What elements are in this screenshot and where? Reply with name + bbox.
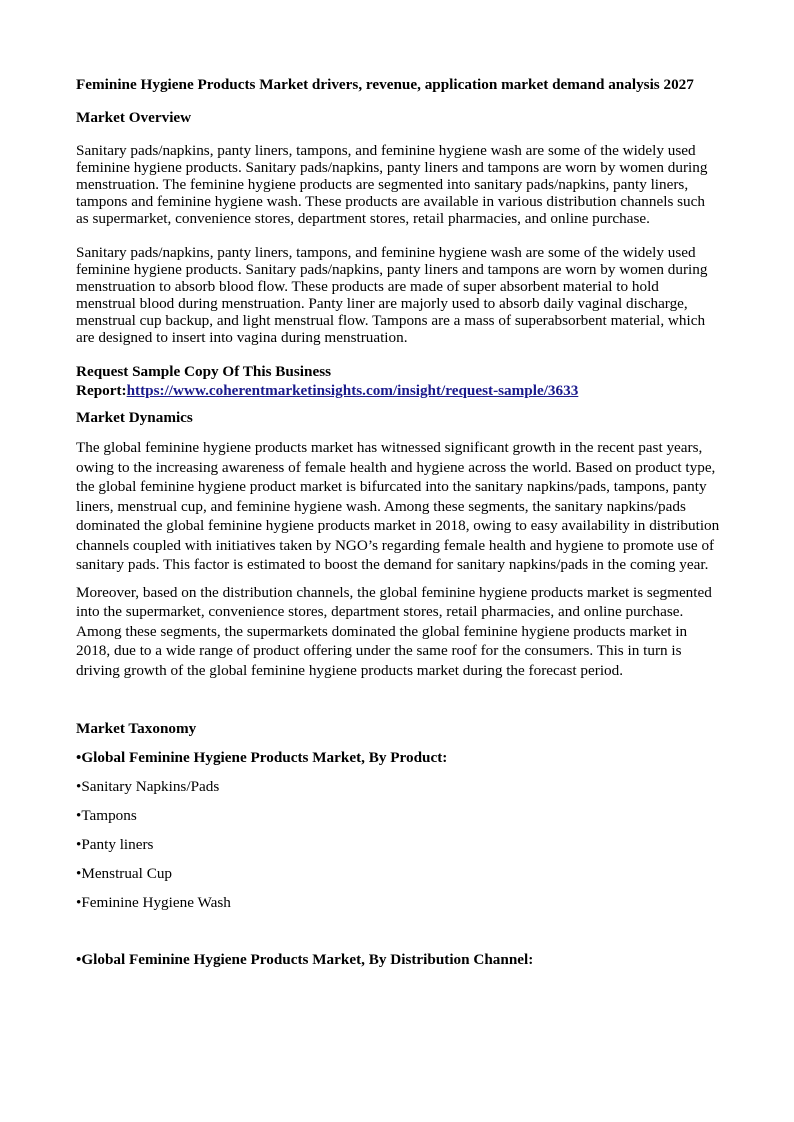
request-sample-link[interactable]: https://www.coherentmarketinsights.com/insight/request-sample/3633 [126, 382, 579, 399]
by-distribution-channel-heading: •Global Feminine Hygiene Products Market, By Distribution Channel: [76, 951, 534, 968]
document-title: Feminine Hygiene Products Market drivers, revenue, application market demand analysis 2027 [76, 76, 694, 93]
overview-paragraph-2: Sanitary pads/napkins, panty liners, tampons, and feminine hygiene wash are some of the widely used feminine hygiene products. Sanitary pads/napkins, panty liners and tampons are worn by women during menstruation to absorb blood flow. These products are made of super absorbent material to hold menstrual blood during menstruation. Panty liner are majorly used to absorb daily vaginal discharge, menstrual cup backup, and light menstrual flow. Tampons are a mass of superabsorbent material, which are designed to insert into vagina during menstruation. [76, 244, 708, 346]
request-sample-prefix: Report: [76, 382, 127, 399]
market-dynamics-heading: Market Dynamics [76, 409, 193, 426]
product-item: •Feminine Hygiene Wash [76, 894, 231, 911]
overview-paragraph-1: Sanitary pads/napkins, panty liners, tampons, and feminine hygiene wash are some of the widely used feminine hygiene products. Sanitary pads/napkins, panty liners and tampons are worn by women during menstruation. The feminine hygiene products are segmented into sanitary pads/napkins, panty liners, tampons and feminine hygiene wash. These products are available in various distribution channels such as supermarket, convenience stores, department stores, retail pharmacies, and online purchase. [76, 142, 708, 227]
request-sample-label: Request Sample Copy Of This Business [76, 363, 332, 380]
dynamics-paragraph-1: The global feminine hygiene products market has witnessed significant growth in the recent past years, owing to the increasing awareness of female health and hygiene across the world. Based on product type, the global feminine hygiene product market is bifurcated into the sanitary napkins/pads, tampons, panty liners, menstrual cup, and feminine hygiene wash. Among these segments, the sanitary napkins/pads dominated the global feminine hygiene products market in 2018, owing to easy availability in distribution channels coupled with initiatives taken by NGO’s regarding female health and hygiene to promote use of sanitary pads. This factor is estimated to boost the demand for sanitary napkins/pads in the coming year. [76, 439, 720, 573]
product-item: •Tampons [76, 807, 137, 824]
by-product-heading: •Global Feminine Hygiene Products Market, By Product: [76, 749, 448, 766]
document-page [76, 76, 721, 968]
product-item: •Menstrual Cup [76, 865, 173, 882]
product-item: •Sanitary Napkins/Pads [76, 778, 220, 795]
market-overview-heading: Market Overview [76, 109, 192, 126]
request-sample-line [76, 381, 721, 400]
market-taxonomy-heading: Market Taxonomy [76, 720, 197, 737]
dynamics-paragraph-2: Moreover, based on the distribution channels, the global feminine hygiene products market is segmented into the supermarket, convenience stores, department stores, retail pharmacies, and online purchase. Among these segments, the supermarkets dominated the global feminine hygiene products market in 2018, due to a wide range of product offering under the same roof for the consumers. This in turn is driving growth of the global feminine hygiene products market during the forecast period. [76, 583, 712, 679]
product-item: •Panty liners [76, 836, 154, 853]
